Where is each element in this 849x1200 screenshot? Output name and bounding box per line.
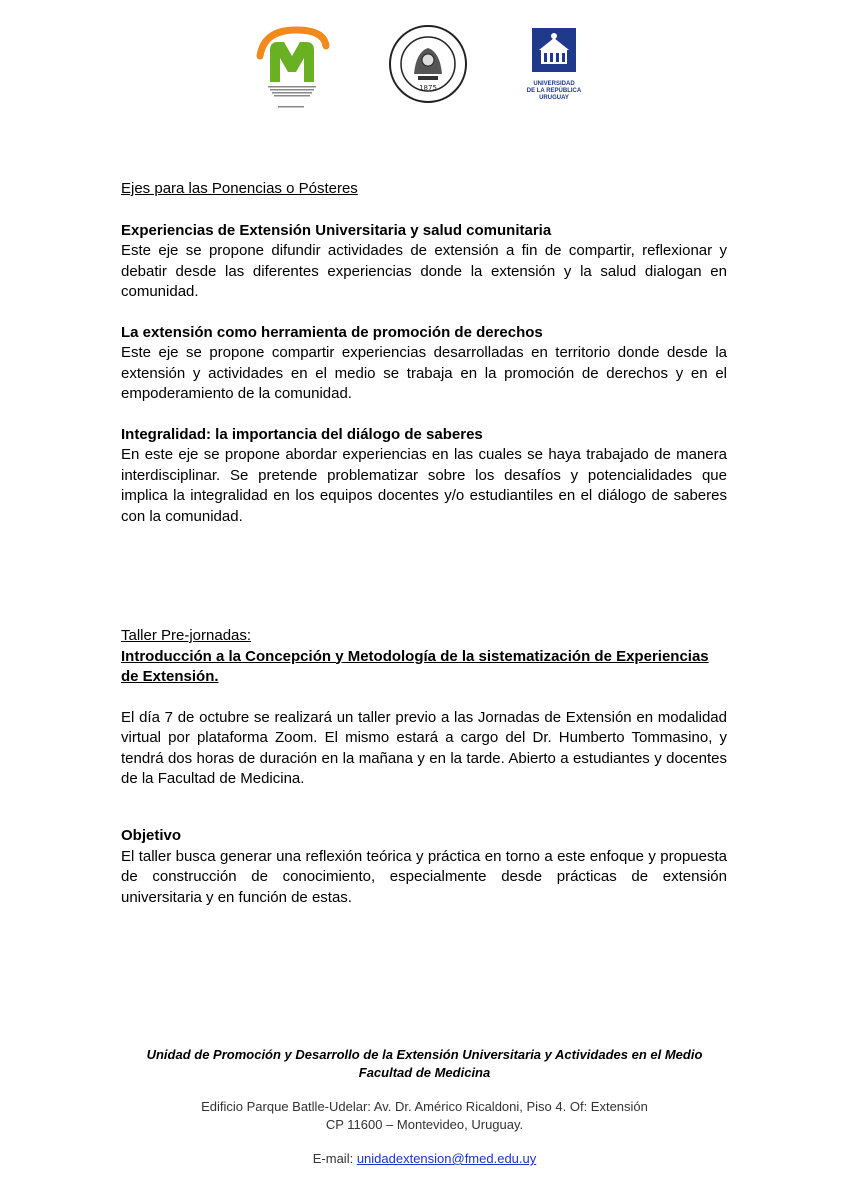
ejes-title: Ejes para las Ponencias o Pósteres: [121, 180, 358, 197]
udelar-line-1: UNIVERSIDAD: [533, 81, 575, 87]
svg-text:1875: 1875: [419, 84, 437, 92]
header-logos: [0, 20, 849, 115]
eje-1-text: Este eje se propone difundir actividades de extensión a fin de compartir, reflexionar y debatir desde las diferentes experiencias donde la extensión y la salud dialogan en comunidad.: [121, 242, 727, 300]
footer-unit-line-2: Facultad de Medicina: [358, 1065, 491, 1080]
footer-email-row: [0, 1150, 849, 1168]
eje-1-title: Experiencias de Extensión Universitaria y salud comunitaria: [121, 221, 552, 239]
taller-subtitle: Introducción a la Concepción y Metodología de la sistematización de Experiencias de Extensión.: [121, 647, 709, 685]
taller-title: Taller Pre-jornadas:: [121, 627, 252, 644]
footer-address-line-1: Edificio Parque Batlle-Udelar: Av. Dr. Américo Ricaldoni, Piso 4. Of: Extensión: [201, 1099, 648, 1114]
eje-2-text: Este eje se propone compartir experiencias desarrolladas en territorio donde desde la extensión y actividades en el medio se trabaja en la promoción de derechos y en el empoderamiento de la comunidad.: [121, 344, 727, 402]
udelar-line-3: URUGUAY: [539, 95, 569, 101]
footer-email-link[interactable]: unidadextension@fmed.edu.uy: [356, 1151, 537, 1166]
eje-2-title: La extensión como herramienta de promoción de derechos: [121, 323, 543, 341]
facultad-medicina-seal: [388, 24, 468, 104]
eje-3-text: En este eje se propone abordar experiencias en las cuales se haya trabajado de manera interdisciplinar. Se pretende problematizar sobre los desafíos y potencialidades que implica la integralidad en los equipos docentes y/o estudiantiles en el diálogo de saberes con la comunidad.: [121, 446, 727, 525]
footer-address-line-2: CP 11600 – Montevideo, Uruguay.: [325, 1117, 524, 1132]
footer-email-label: E-mail:: [312, 1151, 357, 1166]
udelar-logo: [521, 24, 587, 114]
eje-3-title: Integralidad: la importancia del diálogo de saberes: [121, 425, 483, 443]
taller-section: [121, 626, 727, 790]
udelar-caption: [521, 81, 587, 102]
objetivo-title: Objetivo: [121, 827, 182, 844]
objetivo-text: El taller busca generar una reflexión teórica y práctica en torno a este enfoque y propuesta de construcción de conocimiento, especialmente desde prácticas de extensión universitaria y en función de estas.: [121, 847, 727, 906]
ejes-section: [121, 179, 727, 527]
unidad-extension-logo: [254, 26, 330, 112]
udelar-line-2: DE LA REPÚBLICA: [526, 88, 582, 94]
objetivo-section: [121, 826, 727, 908]
footer-unit-line-1: Unidad de Promoción y Desarrollo de la Extensión Universitaria y Actividades en el Medio: [146, 1047, 703, 1062]
footer: [0, 1046, 849, 1168]
taller-text: El día 7 de octubre se realizará un taller previo a las Jornadas de Extensión en modalidad virtual por plataforma Zoom. El mismo estará a cargo del Dr. Humberto Tommasino, y tendrá dos horas de duración en la mañana y en la tarde. Abierto a estudiantes y docentes de la Facultad de Medicina.: [121, 708, 727, 787]
